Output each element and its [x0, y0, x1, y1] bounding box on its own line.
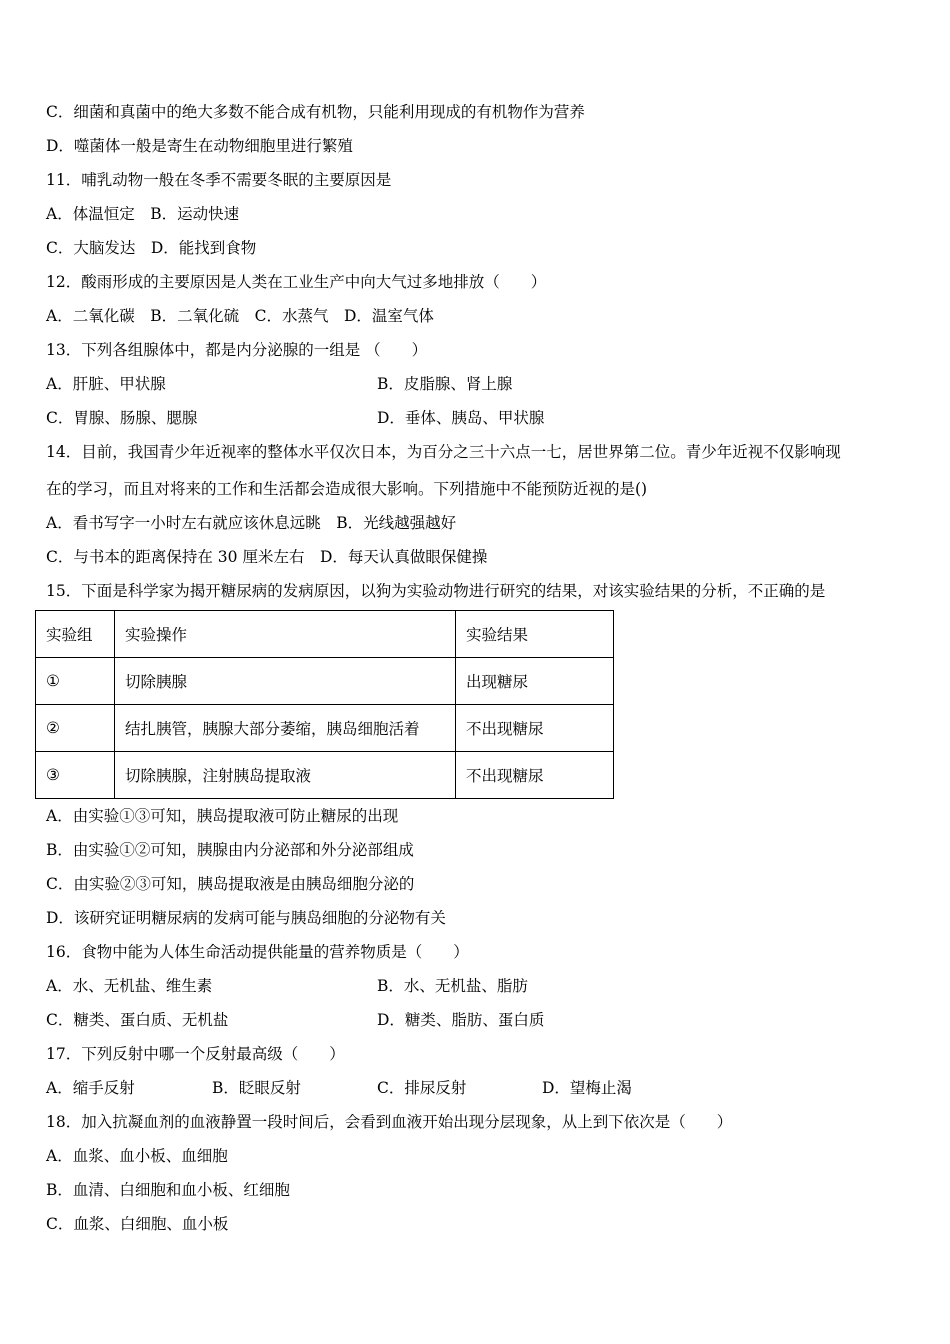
q17-option-b: B．眨眼反射 [212, 1079, 301, 1097]
table-cell: ③ [36, 752, 115, 799]
q15-option-b: B．由实验①②可知，胰腺由内分泌部和外分泌部组成 [46, 841, 414, 859]
q12-options: A．二氧化碳 B．二氧化硫 C．水蒸气 D．温室气体 [46, 307, 434, 325]
table-row [36, 752, 614, 799]
q15-option-d: D．该研究证明糖尿病的发病可能与胰岛细胞的分泌物有关 [46, 909, 446, 927]
q17-option-d: D．望梅止渴 [542, 1079, 632, 1097]
q17-option-a: A．缩手反射 [46, 1079, 135, 1097]
q11-options-ab: A．体温恒定 B．运动快速 [46, 205, 240, 223]
q13-stem: 13．下列各组腺体中，都是内分泌腺的一组是 （ ） [46, 341, 428, 359]
q18-option-b: B．血清、白细胞和血小板、红细胞 [46, 1181, 290, 1199]
table-row [36, 658, 614, 705]
table-cell: 出现糖尿 [456, 658, 614, 705]
q11-options-cd: C．大脑发达 D．能找到食物 [46, 239, 257, 257]
q14-stem-line2: 在的学习，而且对将来的工作和生活都会造成很大影响。下列措施中不能预防近视的是() [46, 480, 648, 498]
q14-stem-line1: 14．目前，我国青少年近视率的整体水平仅次日本，为百分之三十六点一七，居世界第二位。青少年近视不仅影响现 [46, 443, 841, 461]
q17-stem: 17．下列反射中哪一个反射最高级（ ） [46, 1045, 345, 1063]
q14-options-cd: C．与书本的距离保持在 30 厘米左右 D．每天认真做眼保健操 [46, 548, 488, 566]
table-cell: ① [36, 658, 115, 705]
q15-option-a: A．由实验①③可知，胰岛提取液可防止糖尿的出现 [46, 807, 399, 825]
q12-stem: 12．酸雨形成的主要原因是人类在工业生产中向大气过多地排放（ ） [46, 273, 547, 291]
q18-stem: 18．加入抗凝血剂的血液静置一段时间后，会看到血液开始出现分层现象，从上到下依次是（ ） [46, 1113, 733, 1131]
table-cell: 结扎胰管，胰腺大部分萎缩，胰岛细胞活着 [115, 705, 456, 752]
q15-option-c: C．由实验②③可知，胰岛提取液是由胰岛细胞分泌的 [46, 875, 415, 893]
table-header-cell: 实验结果 [456, 611, 614, 658]
table-cell: 切除胰腺 [115, 658, 456, 705]
q13-option-c: C．胃腺、肠腺、腮腺 [46, 409, 198, 427]
q13-option-a: A．肝脏、甲状腺 [46, 375, 166, 393]
q11-stem: 11．哺乳动物一般在冬季不需要冬眠的主要原因是 [46, 171, 392, 189]
q16-option-b: B．水、无机盐、脂肪 [377, 977, 528, 995]
experiment-table [35, 610, 614, 799]
table-cell: ② [36, 705, 115, 752]
q10-option-d: D．噬菌体一般是寄生在动物细胞里进行繁殖 [46, 137, 353, 155]
table-cell: 不出现糖尿 [456, 752, 614, 799]
q13-option-b: B．皮脂腺、肾上腺 [377, 375, 513, 393]
table-header-cell: 实验组 [36, 611, 115, 658]
q18-option-a: A．血浆、血小板、血细胞 [46, 1147, 228, 1165]
q16-option-d: D．糖类、脂肪、蛋白质 [377, 1011, 545, 1029]
q17-option-c: C．排尿反射 [377, 1079, 467, 1097]
q15-stem: 15．下面是科学家为揭开糖尿病的发病原因，以狗为实验动物进行研究的结果，对该实验结果的分析，不正确的是 [46, 582, 826, 600]
q13-option-d: D．垂体、胰岛、甲状腺 [377, 409, 545, 427]
q16-stem: 16．食物中能为人体生命活动提供能量的营养物质是（ ） [46, 943, 469, 961]
table-cell: 不出现糖尿 [456, 705, 614, 752]
q16-option-a: A．水、无机盐、维生素 [46, 977, 213, 995]
q18-option-c: C．血浆、白细胞、血小板 [46, 1215, 229, 1233]
table-row [36, 705, 614, 752]
table-header-cell: 实验操作 [115, 611, 456, 658]
q14-options-ab: A．看书写字一小时左右就应该休息远眺 B．光线越强越好 [46, 514, 457, 532]
table-cell: 切除胰腺，注射胰岛提取液 [115, 752, 456, 799]
table-header-row [36, 611, 614, 658]
q10-option-c: C．细菌和真菌中的绝大多数不能合成有机物，只能利用现成的有机物作为营养 [46, 103, 585, 121]
q16-option-c: C．糖类、蛋白质、无机盐 [46, 1011, 229, 1029]
